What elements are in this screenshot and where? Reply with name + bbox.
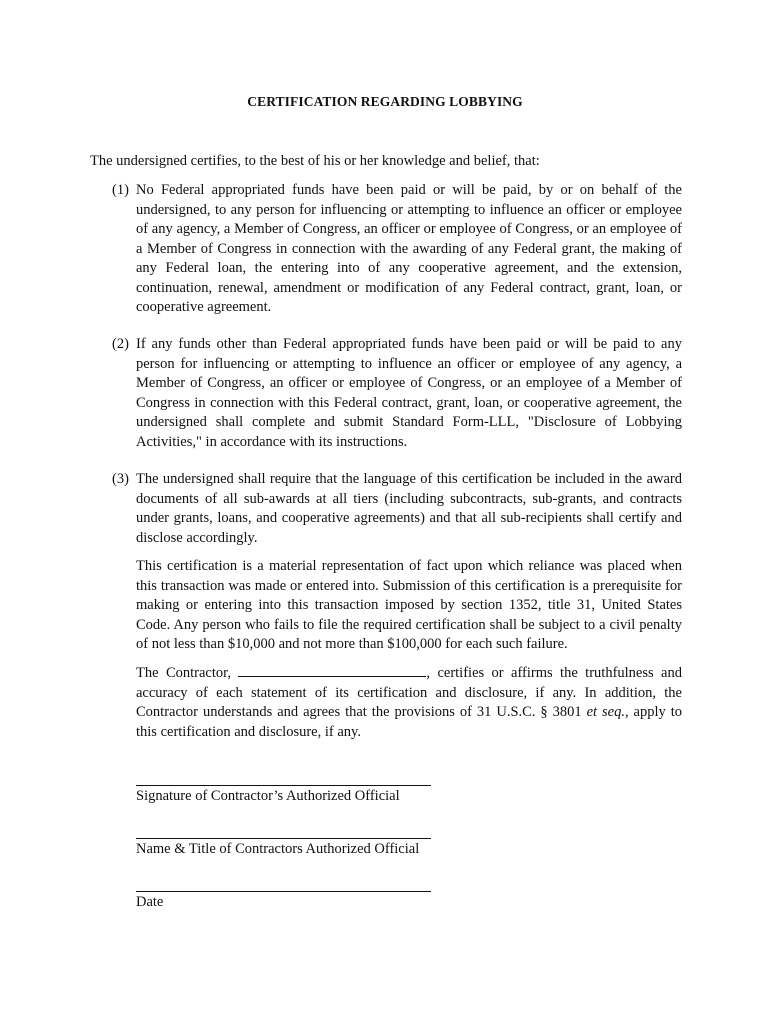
name-title-label: Name & Title of Contractors Authorized Official xyxy=(136,841,420,857)
material-representation-paragraph: This certification is a material representation of fact upon which reliance was placed when this transaction was made or entered into. Submission of this certification is a prerequisite for making or entering into this transaction imposed by section 1352, title 31, United States Code. Any person who fails to file the required certification shall be subject to a civil penalty of not less than $10,000 and not more than $100,000 for each such failure. xyxy=(136,558,682,652)
document-title: CERTIFICATION REGARDING LOBBYING xyxy=(247,94,523,109)
certification-item-3 xyxy=(112,470,682,548)
contractor-name-blank[interactable] xyxy=(238,664,426,677)
contractor-body-text: , certifies or affirms the truthfulness and accuracy of each statement of its certification and disclosure, if any. In addition, the Contractor understands and agrees that the provisions of 31 U.S.C. § 3801 xyxy=(136,665,682,720)
item-text: If any funds other than Federal appropriated funds have been paid or will be paid to any person for influencing or attempting to influence an officer or employee of any agency, a Member of Congress, an officer or employee of Congress, or an employee of a Member of Congress in connection with this Federal contract, grant, loan, or cooperative agreement, the undersigned shall complete and submit Standard Form-LLL, "Disclosure of Lobbying Activities," in accordance with its instructions. xyxy=(136,336,682,450)
contractor-paragraph xyxy=(136,664,682,742)
contractor-lead-text: The Contractor, xyxy=(136,665,239,681)
signature-label: Signature of Contractor’s Authorized Official xyxy=(136,788,400,804)
item-text: No Federal appropriated funds have been paid or will be paid, by or on behalf of the undersigned, to any person for influencing or attempting to influence an officer or employee of any agency, a Member of Congress, an officer or employee of Congress, or an employee of a Member of Congress in connection with the awarding of any Federal grant, the making of any Federal loan, the entering into of any cooperative agreement, and the extension, continuation, renewal, amendment or modification of any Federal contract, grant, loan, or cooperative agreement. xyxy=(136,182,682,315)
date-line[interactable] xyxy=(136,891,431,892)
certification-item-2 xyxy=(112,335,682,452)
item-number: (1) xyxy=(112,182,129,198)
contractor-tail-text: , apply to this certification and disclosure, if any. xyxy=(136,704,683,740)
signature-line[interactable] xyxy=(136,785,431,786)
item-text: The undersigned shall require that the language of this certification be included in the award documents of all sub-awards at all tiers (including subcontracts, sub-grants, and contracts under grants, loans, and cooperative agreements) and that all sub-recipients shall certify and disclose accordingly. xyxy=(136,471,682,546)
certification-item-1 xyxy=(112,181,682,318)
et-seq-italic: et seq. xyxy=(586,704,625,720)
name-title-line[interactable] xyxy=(136,838,431,839)
item-number: (2) xyxy=(112,336,129,352)
intro-statement: The undersigned certifies, to the best of his or her knowledge and belief, that: xyxy=(90,153,540,169)
date-label: Date xyxy=(136,894,164,910)
item-number: (3) xyxy=(112,471,129,487)
